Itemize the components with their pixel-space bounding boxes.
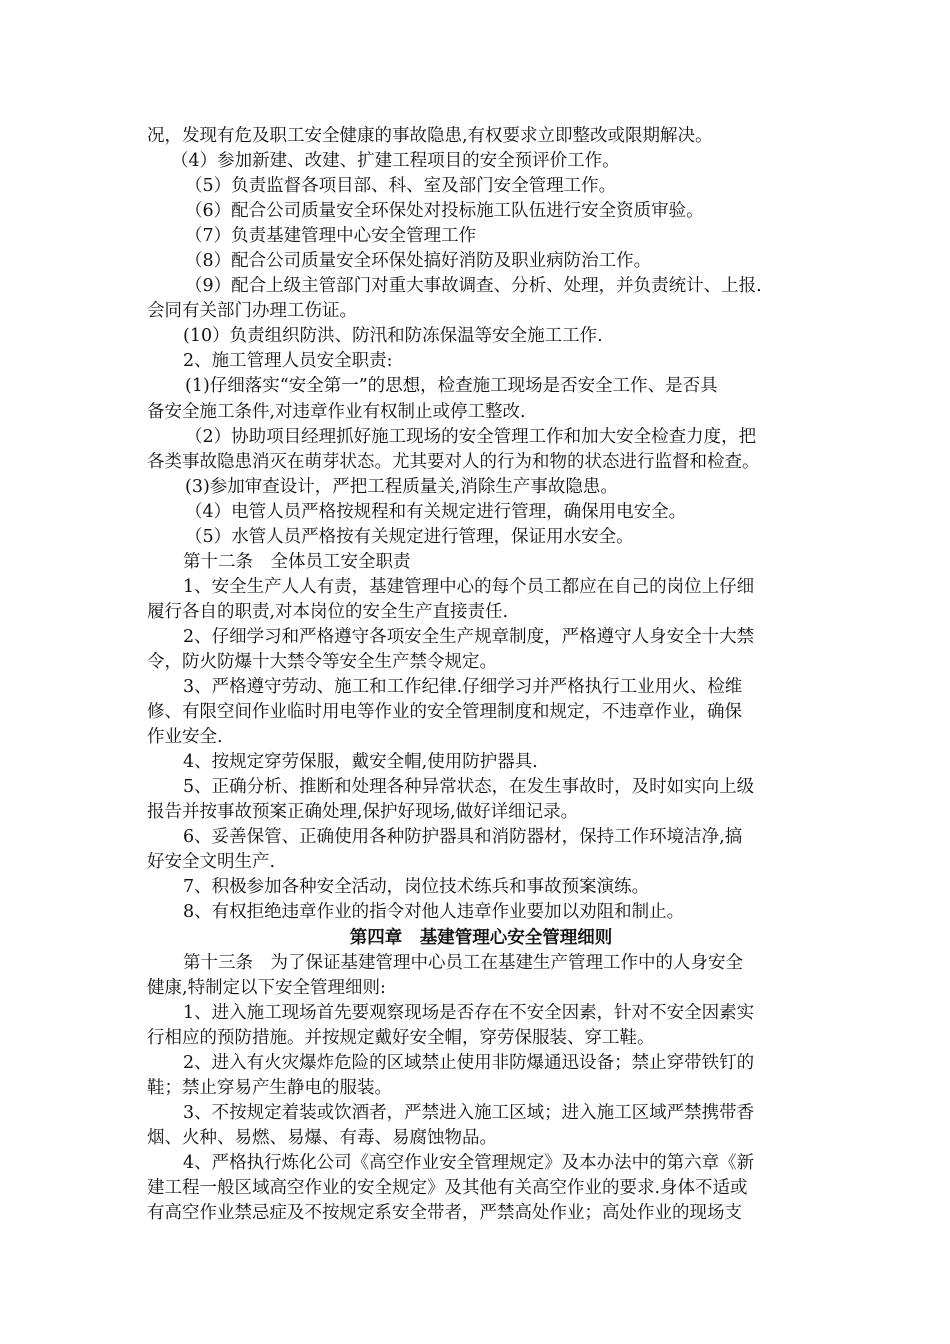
text-line: 各类事故隐患消灭在萌芽状态。尤其要对人的行为和物的状态进行监督和检查。 [147, 451, 760, 472]
text-line: 4、严格执行炼化公司《高空作业安全管理规定》及本办法中的第六章《新 [183, 1152, 755, 1173]
text-line: （4）参加新建、改建、扩建工程项目的安全预评价工作。 [171, 151, 620, 172]
text-line: 第十三条 为了保证基建管理中心员工在基建生产管理工作中的人身安全 [183, 952, 743, 973]
text-line: 备安全施工条件,对违章作业有权制止或停工整改. [147, 401, 526, 422]
text-line: 3、严格遵守劳动、施工和工作纪律.仔细学习并严格执行工业用火、检维 [183, 677, 743, 698]
text-line: 烟、火种、易燃、易爆、有毒、易腐蚀物品。 [147, 1127, 497, 1148]
text-line: 8、有权拒绝违章作业的指令对他人违章作业要加以劝阻和制止。 [183, 902, 685, 923]
text-line: （5）水管人员严格按有关规定进行管理，保证用水安全。 [185, 526, 634, 547]
text-line: 鞋；禁止穿易产生静电的服装。 [147, 1077, 392, 1098]
text-line: (10）负责组织防洪、防汛和防冻保温等安全施工工作. [183, 326, 603, 347]
text-line: （8）配合公司质量安全环保处搞好消防及职业病防治工作。 [185, 251, 652, 272]
text-line: 6、妥善保管、正确使用各种防护器具和消防器材，保持工作环境洁净,搞 [183, 827, 743, 848]
text-line: 行相应的预防措施。并按规定戴好安全帽，穿劳保服装、穿工鞋。 [147, 1027, 655, 1048]
text-line: （4）电管人员严格按规程和有关规定进行管理，确保用电安全。 [185, 501, 687, 522]
text-line: 2、仔细学习和严格遵守各项安全生产规章制度，严格遵守人身安全十大禁 [183, 626, 755, 647]
text-line: 5、正确分析、推断和处理各种异常状态，在发生事故时，及时如实向上级 [183, 777, 755, 798]
text-line: (3)参加审查设计，严把工程质量关,消除生产事故隐患。 [185, 476, 618, 497]
text-line: （6）配合公司质量安全环保处对投标施工队伍进行安全资质审验。 [185, 201, 704, 222]
text-line: 建工程一般区域高空作业的安全规定》及其他有关高空作业的要求.身体不适或 [147, 1177, 748, 1198]
text-line: 1、安全生产人人有责，基建管理中心的每个员工都应在自己的岗位上仔细 [183, 576, 755, 597]
text-line: (1)仔细落实“安全第一”的思想，检查施工现场是否安全工作、是否具 [185, 376, 718, 397]
chapter-heading: 第四章 基建管理心安全管理细则 [349, 927, 613, 948]
text-line: 7、积极参加各种安全活动，岗位技术练兵和事故预案演练。 [183, 877, 650, 898]
text-line: 令，防火防爆十大禁令等安全生产禁令规定。 [147, 651, 497, 672]
text-line: 好安全文明生产. [147, 852, 276, 873]
text-line: 健康,特制定以下安全管理细则: [147, 977, 386, 998]
text-line: 履行各自的职责,对本岗位的安全生产直接责任. [147, 601, 509, 622]
text-line: （5）负责监督各项目部、科、室及部门安全管理工作。 [185, 176, 617, 197]
text-line: 1、进入施工现场首先要观察现场是否存在不安全因素，针对不安全因素实 [183, 1002, 755, 1023]
text-line: 况，发现有危及职工安全健康的事故隐患,有权要求立即整改或限期解决。 [147, 126, 713, 146]
text-line: 4、按规定穿劳保服，戴安全帽,使用防护器具. [183, 752, 538, 773]
article-heading: 第十二条 全体员工安全职责 [183, 551, 411, 572]
text-line: （9）配合上级主管部门对重大事故调查、分析、处理，并负责统计、上报. [185, 276, 762, 297]
text-line: 会同有关部门办理工伤证。 [147, 301, 357, 322]
document-body [147, 124, 807, 1226]
text-line: 2、进入有火灾爆炸危险的区域禁止使用非防爆通迅设备；禁止穿带铁钉的 [183, 1052, 755, 1073]
text-line: 报告并按事故预案正确处理,保护好现场,做好详细记录。 [147, 802, 579, 823]
text-line: 有高空作业禁忌症及不按规定系安全带者，严禁高处作业；高处作业的现场支 [147, 1203, 742, 1224]
text-line: 3、不按规定着装或饮酒者，严禁进入施工区域；进入施工区域严禁携带香 [183, 1102, 755, 1123]
text-line: （7）负责基建管理中心安全管理工作 [185, 226, 477, 247]
text-line: 作业安全. [147, 727, 223, 748]
text-line: 2、施工管理人员安全职责: [183, 351, 393, 372]
text-line: 修、有限空间作业临时用电等作业的安全管理制度和规定，不违章作业，确保 [147, 702, 742, 723]
text-line: （2）协助项目经理抓好施工现场的安全管理工作和加大安全检查力度，把 [185, 426, 757, 447]
